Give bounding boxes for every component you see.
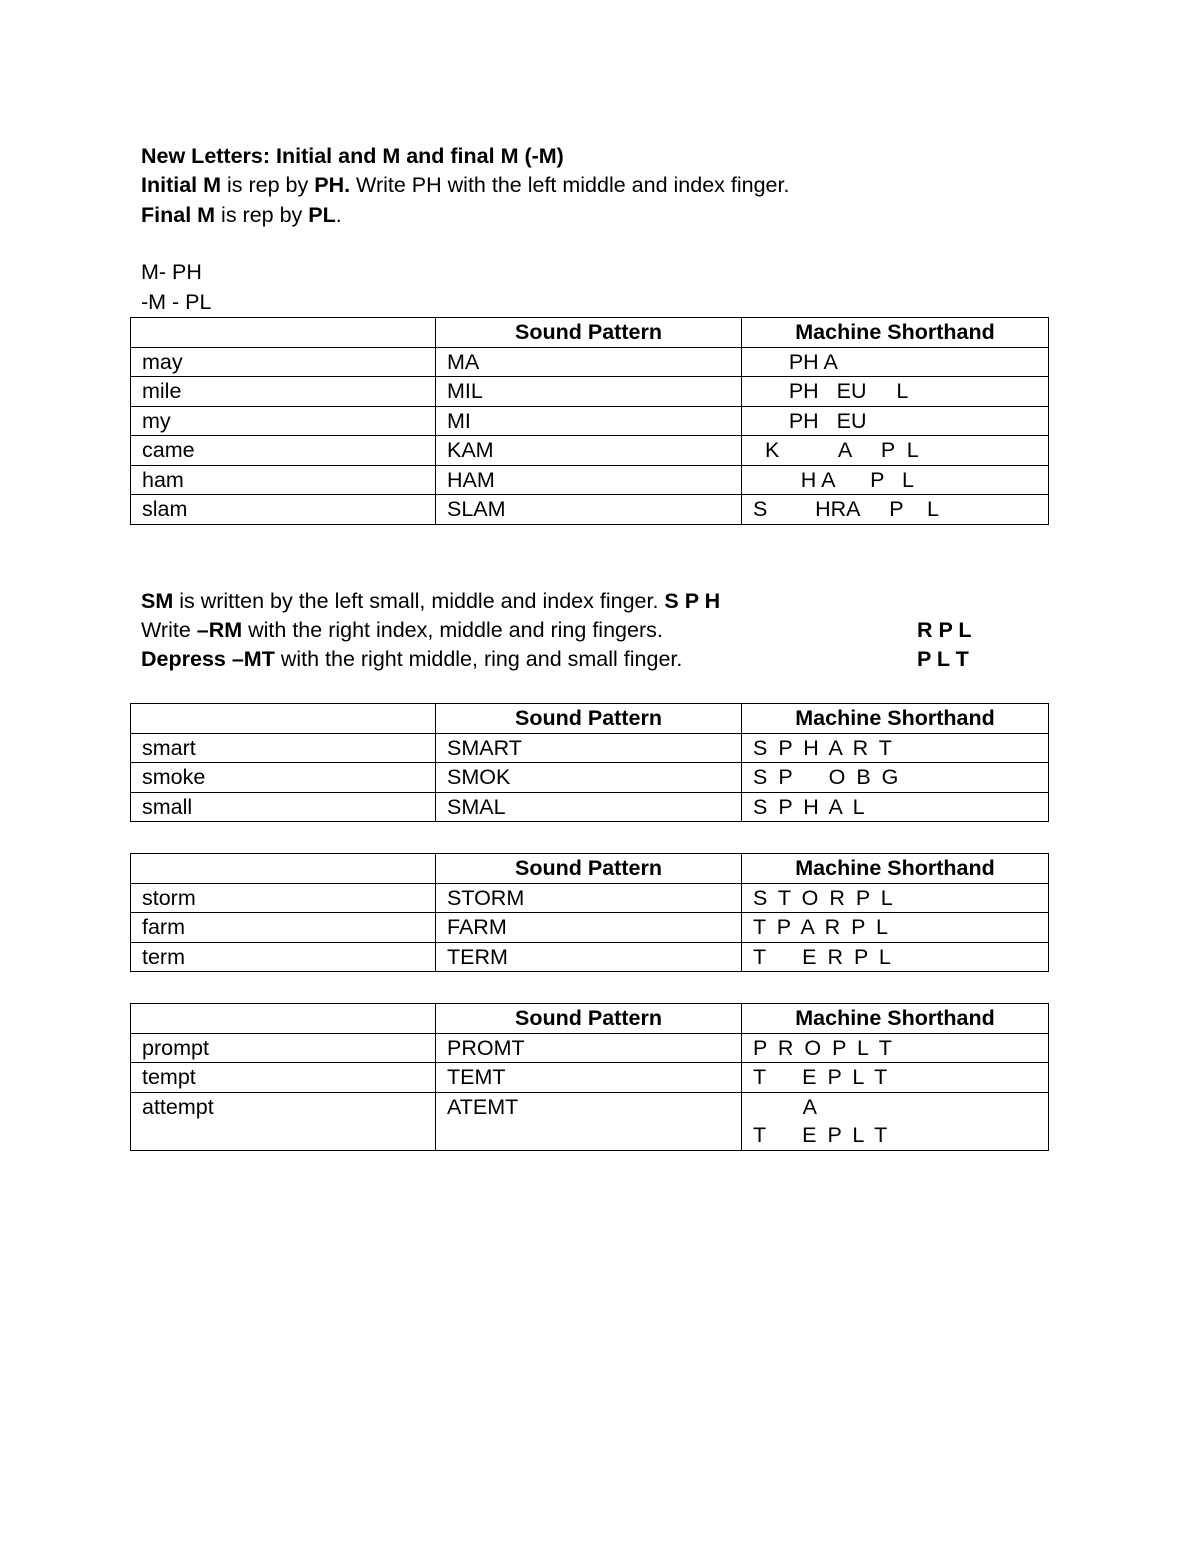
sound-cell: PROMT [436, 1033, 742, 1063]
mt-rule [141, 646, 682, 672]
sound-cell: HAM [436, 465, 742, 495]
header-machine-shorthand: Machine Shorthand [742, 1004, 1049, 1034]
header-machine-shorthand: Machine Shorthand [742, 318, 1049, 348]
header-empty [131, 318, 436, 348]
table-row [131, 347, 1049, 377]
word-cell: farm [131, 913, 436, 943]
machine-cell: K A P L [742, 436, 1049, 466]
table-m-words [130, 317, 1049, 525]
word-cell: small [131, 792, 436, 822]
mt-code: P L T [917, 647, 969, 671]
word-cell: storm [131, 883, 436, 913]
rule-text: . [335, 203, 342, 227]
rule-text: is written by the left small, middle and index finger. [173, 589, 665, 613]
summary-line-final: -M - PL [141, 290, 212, 314]
rule-text: is rep by [215, 203, 309, 227]
table-row [131, 465, 1049, 495]
machine-cell: H A P L [742, 465, 1049, 495]
word-cell: slam [131, 495, 436, 525]
rule-text: with the right middle, ring and small finger. [274, 647, 683, 671]
rule-term: Initial M [141, 173, 222, 197]
header-sound-pattern: Sound Pattern [436, 1004, 742, 1034]
rule-text: with the right index, middle and ring fingers. [242, 618, 663, 642]
table-header-row [131, 854, 1049, 884]
rule-text: is rep by [221, 173, 315, 197]
table-sm-words [130, 703, 1049, 822]
word-cell: term [131, 942, 436, 972]
sound-cell: TERM [436, 942, 742, 972]
word-cell: came [131, 436, 436, 466]
table-row [131, 792, 1049, 822]
machine-cell: S HRA P L [742, 495, 1049, 525]
header-machine-shorthand: Machine Shorthand [742, 704, 1049, 734]
sound-cell: MI [436, 406, 742, 436]
word-cell: mile [131, 377, 436, 407]
table-rm-words [130, 853, 1049, 972]
machine-line: A [753, 1094, 820, 1119]
header-empty [131, 854, 436, 884]
word-cell: tempt [131, 1063, 436, 1093]
rule-text: Write PH with the left middle and index finger. [350, 173, 790, 197]
rm-code: R P L [917, 618, 972, 642]
sound-cell: MIL [436, 377, 742, 407]
machine-cell: S P O B G [742, 763, 1049, 793]
header-empty [131, 704, 436, 734]
table-row [131, 436, 1049, 466]
table-row [131, 1063, 1049, 1093]
final-m-rule [141, 202, 342, 228]
word-cell: attempt [131, 1092, 436, 1150]
header-machine-shorthand: Machine Shorthand [742, 854, 1049, 884]
rule-term: Final M [141, 203, 216, 227]
table-row [131, 942, 1049, 972]
table-mt-words [130, 1003, 1049, 1151]
sound-cell: SMOK [436, 763, 742, 793]
header-sound-pattern: Sound Pattern [436, 318, 742, 348]
word-cell: my [131, 406, 436, 436]
table-header-row [131, 704, 1049, 734]
header-sound-pattern: Sound Pattern [436, 704, 742, 734]
sound-cell: SMAL [436, 792, 742, 822]
table-row [131, 763, 1049, 793]
sm-rule [141, 588, 720, 614]
machine-cell: S T O R P L [742, 883, 1049, 913]
word-cell: ham [131, 465, 436, 495]
table-row [131, 406, 1049, 436]
table-row [131, 913, 1049, 943]
sound-cell: TEMT [436, 1063, 742, 1093]
table-row [131, 377, 1049, 407]
header-empty [131, 1004, 436, 1034]
machine-cell: PH EU [742, 406, 1049, 436]
table-row [131, 883, 1049, 913]
machine-cell: T E R P L [742, 942, 1049, 972]
sound-cell: SLAM [436, 495, 742, 525]
machine-line: T E P L T [753, 1122, 890, 1147]
table-row [131, 1033, 1049, 1063]
summary-line-initial: M- PH [141, 260, 202, 284]
initial-m-rule [141, 172, 789, 198]
sound-cell: MA [436, 347, 742, 377]
rule-term: Depress –MT [141, 647, 275, 671]
table-header-row [131, 1004, 1049, 1034]
table-row [131, 733, 1049, 763]
table-header-row [131, 318, 1049, 348]
machine-cell [742, 1092, 1049, 1150]
rm-rule [141, 617, 663, 643]
sound-cell: FARM [436, 913, 742, 943]
machine-cell: PH EU L [742, 377, 1049, 407]
machine-cell: T P A R P L [742, 913, 1049, 943]
word-cell: smart [131, 733, 436, 763]
machine-cell: S P H A R T [742, 733, 1049, 763]
word-cell: smoke [131, 763, 436, 793]
rule-code: PL [308, 203, 336, 227]
rule-term: SM [141, 589, 174, 613]
header-sound-pattern: Sound Pattern [436, 854, 742, 884]
machine-cell: S P H A L [742, 792, 1049, 822]
machine-cell: PH A [742, 347, 1049, 377]
table-row [131, 1092, 1049, 1150]
sound-cell: KAM [436, 436, 742, 466]
rule-text: Write [141, 618, 197, 642]
machine-cell: P R O P L T [742, 1033, 1049, 1063]
sound-cell: SMART [436, 733, 742, 763]
machine-cell: T E P L T [742, 1063, 1049, 1093]
page-title: New Letters: Initial and M and final M (-M) [141, 144, 564, 168]
rule-term: –RM [196, 618, 243, 642]
rule-code: S P H [664, 589, 721, 613]
sound-cell: ATEMT [436, 1092, 742, 1150]
table-row [131, 495, 1049, 525]
rule-code: PH. [314, 173, 351, 197]
sound-cell: STORM [436, 883, 742, 913]
word-cell: prompt [131, 1033, 436, 1063]
word-cell: may [131, 347, 436, 377]
